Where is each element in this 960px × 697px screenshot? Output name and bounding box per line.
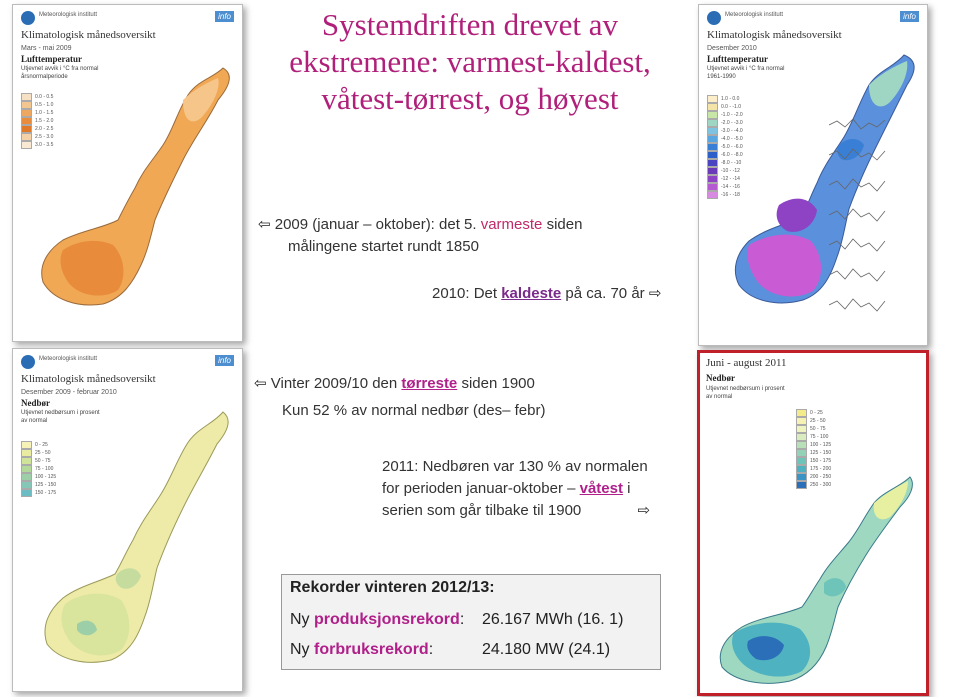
met-logo-icon bbox=[21, 11, 35, 25]
legend-label: 0 - 25 bbox=[35, 441, 48, 448]
station-graphs bbox=[829, 115, 899, 325]
norway-map bbox=[23, 60, 238, 320]
info-badge: info bbox=[215, 11, 234, 22]
legend-entry bbox=[796, 441, 831, 448]
highlight-torreste: tørreste bbox=[401, 375, 458, 392]
legend-entry bbox=[796, 409, 831, 416]
bullet-2011-line3 bbox=[382, 500, 650, 522]
legend-label: -8.0 - -10 bbox=[721, 159, 742, 166]
legend-swatch bbox=[707, 119, 718, 127]
card-title: Klimatologisk månedsoversikt bbox=[21, 29, 156, 41]
norway-map bbox=[25, 404, 237, 674]
record-production-post: : bbox=[459, 611, 465, 628]
logo-text: Meteorologisk institutt bbox=[39, 12, 98, 18]
legend-swatch bbox=[796, 417, 807, 425]
highlight-varmeste: varmeste bbox=[480, 216, 543, 233]
legend-label: 100 - 125 bbox=[35, 473, 57, 480]
bullet-2011-line1: 2011: Nedbøren var 130 % av normalen bbox=[382, 458, 648, 475]
legend-label: 125 - 150 bbox=[35, 481, 57, 488]
map-card-dec-2010 bbox=[698, 4, 928, 346]
card-period: Desember 2010 bbox=[707, 45, 757, 52]
card-subtitle: Utjevnet avvik i °C fra normal årsnormalperiode bbox=[21, 66, 99, 80]
card-header bbox=[707, 11, 919, 25]
legend-label: 1.5 - 2.0 bbox=[35, 117, 54, 124]
legend-label: 0.0 - -1.0 bbox=[721, 103, 742, 110]
legend-swatch bbox=[707, 111, 718, 119]
title-line-2: ekstremene: varmest-kaldest, bbox=[289, 44, 651, 79]
bullet-winter-2009-10 bbox=[254, 373, 535, 395]
legend-label: 2.0 - 2.5 bbox=[35, 125, 54, 132]
card-period: Mars - mai 2009 bbox=[21, 45, 72, 52]
bullet-2009-line2: målingene startet rundt 1850 bbox=[288, 238, 479, 255]
legend-label: 250 - 300 bbox=[810, 481, 832, 488]
card-header bbox=[21, 11, 234, 25]
card-subtitle: Utjevnet nedbørsum i prosent av normal bbox=[706, 386, 785, 400]
logo-text: Meteorologisk institutt bbox=[39, 356, 98, 362]
bullet-2010-text-pre: 2010: Det bbox=[432, 285, 502, 302]
legend-entry bbox=[796, 449, 831, 456]
bullet-winter-line2: Kun 52 % av normal nedbør (des– febr) bbox=[282, 402, 546, 419]
bullet-2011-text-post: i bbox=[622, 480, 631, 497]
record-production bbox=[290, 611, 464, 629]
legend-swatch bbox=[707, 127, 718, 135]
legend-swatch bbox=[707, 183, 718, 191]
arrow-left-icon: ⇦ bbox=[254, 375, 267, 392]
met-logo-icon bbox=[707, 11, 721, 25]
map-card-spring-2009 bbox=[12, 4, 243, 342]
card-parameter: Nedbør bbox=[706, 373, 735, 383]
legend-label: 125 - 150 bbox=[810, 449, 832, 456]
record-consumption-post: : bbox=[428, 641, 434, 658]
card-parameter: Lufttemperatur bbox=[21, 54, 82, 64]
legend-label: -10 - -12 bbox=[721, 167, 740, 174]
legend-label: 50 - 75 bbox=[35, 457, 51, 464]
title-line-3: våtest-tørrest, og høyest bbox=[321, 81, 619, 116]
card-title: Juni - august 2011 bbox=[706, 357, 787, 369]
record-production-pre: Ny bbox=[290, 611, 314, 628]
legend-swatch bbox=[707, 143, 718, 151]
title-line-1: Systemdriften drevet av bbox=[321, 7, 619, 42]
card-period: Desember 2009 - februar 2010 bbox=[21, 389, 117, 396]
legend-swatch bbox=[707, 95, 718, 103]
highlight-kaldeste: kaldeste bbox=[501, 285, 562, 302]
legend-label: -6.0 - -8.0 bbox=[721, 151, 743, 158]
legend-swatch bbox=[796, 457, 807, 465]
met-logo-icon bbox=[21, 355, 35, 369]
legend-entry bbox=[796, 425, 831, 432]
bullet-2011-line2 bbox=[382, 478, 630, 500]
card-title: Klimatologisk månedsoversikt bbox=[707, 29, 842, 41]
legend-label: 0.0 - 0.5 bbox=[35, 93, 54, 100]
legend-label: 3.0 - 3.5 bbox=[35, 141, 54, 148]
records-box bbox=[281, 574, 661, 670]
bullet-2009-text-post: siden bbox=[542, 216, 583, 233]
legend-label: 175 - 200 bbox=[810, 465, 832, 472]
legend-label: 2.5 - 3.0 bbox=[35, 133, 54, 140]
card-subtitle: Utjevnet avvik i °C fra normal 1961-1990 bbox=[707, 66, 785, 80]
bullet-2010 bbox=[432, 283, 661, 305]
legend-label: -4.0 - -5.0 bbox=[721, 135, 743, 142]
record-consumption-pre: Ny bbox=[290, 641, 314, 658]
record-production-value: 26.167 MWh (16. 1) bbox=[482, 611, 624, 628]
info-badge: info bbox=[900, 11, 919, 22]
legend-swatch bbox=[796, 409, 807, 417]
legend-swatch bbox=[707, 175, 718, 183]
record-consumption bbox=[290, 641, 433, 659]
records-heading: Rekorder vinteren 2012/13: bbox=[290, 579, 495, 596]
legend-label: 150 - 175 bbox=[810, 457, 832, 464]
legend-label: 25 - 50 bbox=[810, 417, 826, 424]
arrow-right-icon: ⇨ bbox=[637, 502, 651, 519]
legend-entry bbox=[796, 457, 831, 464]
highlight-vatest: våtest bbox=[579, 480, 623, 497]
legend-swatch bbox=[796, 425, 807, 433]
legend-swatch bbox=[707, 135, 718, 143]
legend-label: -1.0 - -2.0 bbox=[721, 111, 743, 118]
bullet-winter-text-post: siden 1900 bbox=[457, 375, 535, 392]
legend-label: 1.0 - 0.0 bbox=[721, 95, 740, 102]
legend-label: 100 - 125 bbox=[810, 441, 832, 448]
legend-label: 75 - 100 bbox=[810, 433, 829, 440]
map-card-winter-2009-10 bbox=[12, 348, 243, 692]
legend-label: 50 - 75 bbox=[810, 425, 826, 432]
legend-label: 75 - 100 bbox=[35, 465, 54, 472]
legend-swatch bbox=[796, 433, 807, 441]
arrow-left-icon: ⇦ bbox=[258, 216, 271, 233]
legend-swatch bbox=[707, 103, 718, 111]
norway-map bbox=[704, 473, 922, 689]
legend-label: -14 - -16 bbox=[721, 183, 740, 190]
legend-swatch bbox=[796, 449, 807, 457]
map-card-summer-2011 bbox=[697, 350, 929, 696]
legend-entry bbox=[796, 417, 831, 424]
card-subtitle: Utjevnet nedbørsum i prosent av normal bbox=[21, 410, 100, 424]
legend-label: -3.0 - -4.0 bbox=[721, 127, 743, 134]
legend-label: 0 - 25 bbox=[810, 409, 823, 416]
highlight-produksjonsrekord: produksjonsrekord bbox=[314, 611, 460, 628]
legend-label: 25 - 50 bbox=[35, 449, 51, 456]
legend-entry bbox=[796, 465, 831, 472]
legend-swatch bbox=[707, 167, 718, 175]
legend-swatch bbox=[796, 441, 807, 449]
bullet-2010-text-post: på ca. 70 år bbox=[561, 285, 645, 302]
bullet-2011-line3-text: serien som går tilbake til 1900 bbox=[382, 502, 582, 519]
legend-label: -5.0 - -6.0 bbox=[721, 143, 743, 150]
card-title: Klimatologisk månedsoversikt bbox=[21, 373, 156, 385]
legend-swatch bbox=[707, 151, 718, 159]
card-parameter: Lufttemperatur bbox=[707, 54, 768, 64]
slide-title bbox=[250, 6, 690, 117]
legend-label: -16 - -18 bbox=[721, 191, 740, 198]
legend-swatch bbox=[796, 465, 807, 473]
legend-swatch bbox=[707, 159, 718, 167]
bullet-winter-text-pre: Vinter 2009/10 den bbox=[270, 375, 402, 392]
bullet-2009 bbox=[258, 214, 582, 236]
legend-label: -2.0 - -3.0 bbox=[721, 119, 743, 126]
legend-label: -12 - -14 bbox=[721, 175, 740, 182]
legend-label: 150 - 175 bbox=[35, 489, 57, 496]
bullet-2009-text-pre: 2009 (januar – oktober): det 5. bbox=[274, 216, 481, 233]
arrow-right-icon: ⇨ bbox=[648, 285, 662, 302]
legend-swatch bbox=[707, 191, 718, 199]
record-consumption-value: 24.180 MW (24.1) bbox=[482, 641, 611, 658]
legend-entry bbox=[796, 433, 831, 440]
logo-text: Meteorologisk institutt bbox=[725, 12, 784, 18]
legend-label: 1.0 - 1.5 bbox=[35, 109, 54, 116]
legend-label: 0.5 - 1.0 bbox=[35, 101, 54, 108]
card-parameter: Nedbør bbox=[21, 398, 50, 408]
legend-label: 200 - 250 bbox=[810, 473, 832, 480]
info-badge: info bbox=[215, 355, 234, 366]
highlight-forbruksrekord: forbruksrekord bbox=[314, 641, 429, 658]
card-header bbox=[21, 355, 234, 369]
bullet-2011-text-pre: for perioden januar-oktober – bbox=[382, 480, 580, 497]
